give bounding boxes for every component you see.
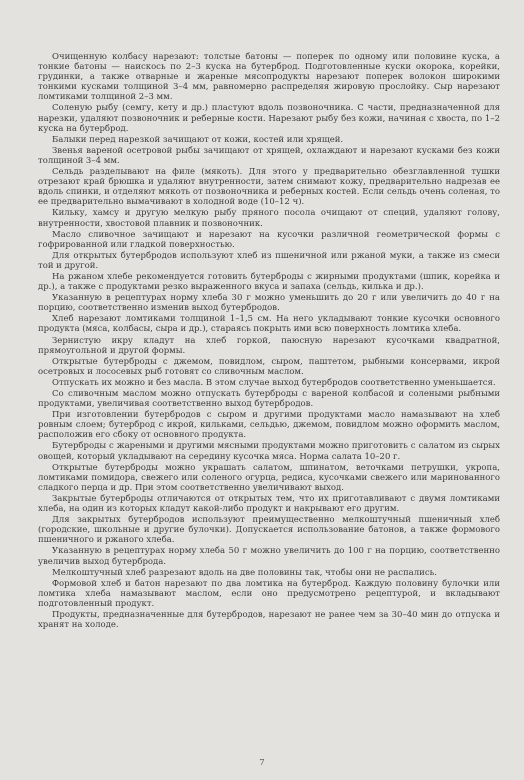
- paragraph: На ржаном хлебе рекомендуется готовить бутерброды с жирными продуктами (шпик, корейка и др.), а также с продуктами резко выраженного вкуса и запаха (сельдь, килька и др.).: [38, 271, 500, 293]
- paragraph: Звенья вареной осетровой рыбы зачищают от хрящей, охлаждают и нарезают кусками без кожи толщиной 3–4 мм.: [38, 145, 500, 166]
- paragraph: Балыки перед нарезкой зачищают от кожи, костей или хрящей.: [52, 134, 344, 145]
- paragraph: Очищенную колбасу нарезают: толстые батоны — поперек по одному или половине куска, а тонкие батоны — наискось по 2–3 куска на бутерброд. Подготовленные куски окорока, корейки, грудинки, а также отварные и жареные мясопродукты нарезают поперек волокон широкими тонкими кусками толщиной 3–4 мм, равномерно распределяя жировую прослойку. Сыр нарезают ломтиками толщиной 2–3 мм.: [38, 52, 500, 103]
- paragraph: При изготовлении бутербродов с сыром и другими продуктами масло намазывают на хлеб ровным слоем; бутерброд с икрой, кильками, сельдью, джемом, повидлом можно оформить маслом, расположив его сбоку от основного продукта.: [38, 410, 500, 441]
- paragraph: Указанную в рецептурах норму хлеба 50 г можно увеличить до 100 г на порцию, соответственно увеличив выход бутерброда.: [38, 546, 500, 567]
- paragraph: Для открытых бутербродов используют хлеб из пшеничной или ржаной муки, а также из смеси той и другой.: [38, 250, 500, 271]
- paragraph: Бутерброды с жареными и другими мясными продуктами можно приготовить с салатом из сырых овощей, который укладывают на середину кусочка мяса. Норма салата 10–20 г.: [38, 441, 500, 462]
- paragraph: Формовой хлеб и батон нарезают по два ломтика на бутерброд. Каждую половину булочки или ломтика хлеба намазывают маслом, если оно предусмотрено рецептурой, и вкладывают подготовленный продукт.: [38, 578, 500, 609]
- body-text: [38, 52, 500, 630]
- paragraph: Продукты, предназначенные для бутербродов, нарезают не ранее чем за 30–40 мин до отпуска и хранят на холоде.: [38, 609, 500, 631]
- paragraph: Масло сливочное зачищают и нарезают на кусочки различной геометрической формы с гофрированной или гладкой поверхностью.: [38, 229, 500, 250]
- paragraph: Сельдь разделывают на филе (мякоть). Для этого у предварительно обезглавленной тушки отрезают край брюшка и удаляют внутренности, затем снимают кожу, предварительно надрезав ее вдоль спинки, и отделяют мякоть от позвоночника и реберных костей. Если сельдь очень соленая, то ее предварительно вымачивают в холодной воде (10–12 ч).: [38, 167, 500, 208]
- paragraph: Открытые бутерброды можно украшать салатом, шпинатом, веточками петрушки, укропа, ломтиками помидора, свежего или соленого огурца, редиса, кусочками свежего или маринованного сладкого перца и др. При этом соответственно увеличивают выход.: [38, 462, 500, 493]
- paragraph: Зернистую икру кладут на хлеб горкой, паюсную нарезают кусочками квадратной, прямоугольной и другой формы.: [38, 335, 500, 356]
- paragraph: Для закрытых бутербродов используют преимущественно мелкоштучный пшеничный хлеб (городские, школьные и другие булочки). Допускается использование батонов, а также формового пшеничного и ржаного хлеба.: [38, 515, 500, 546]
- paragraph: Открытые бутерброды с джемом, повидлом, сыром, паштетом, рыбными консервами, икрой осетровых и лососевых рыб готовят со сливочным маслом.: [38, 356, 500, 377]
- page-number: 7: [259, 758, 265, 768]
- paragraph: Хлеб нарезают ломтиками толщиной 1–1,5 см. На него укладывают тонкие кусочки основного продукта (мяса, колбасы, сыра и др.), стараясь покрыть ими всю поверхность ломтика хлеба.: [38, 314, 500, 335]
- paragraph: Мелкоштучный хлеб разрезают вдоль на две половины так, чтобы они не распались.: [52, 567, 437, 578]
- paragraph: Соленую рыбу (семгу, кету и др.) пластуют вдоль позвоночника. С части, предназначенной для нарезки, удаляют позвоночник и реберные кости. Нарезают рыбу без кожи, начиная с хвоста, по 1–2 куска на бутерброд.: [38, 103, 500, 134]
- paragraph: Со сливочным маслом можно отпускать бутерброды с вареной колбасой и солеными рыбными продуктами, увеличивая соответственно выход бутербродов.: [38, 389, 500, 410]
- paragraph: Указанную в рецептурах норму хлеба 30 г можно уменьшить до 20 г или увеличить до 40 г на порцию, соответственно изменив выход бутербродов.: [38, 293, 500, 314]
- paragraph: Отпускать их можно и без масла. В этом случае выход бутербродов соответственно уменьшается.: [52, 377, 496, 388]
- paragraph: Кильку, хамсу и другую мелкую рыбу пряного посола очищают от специй, удаляют голову, внутренности, хвостовой плавник и позвоночник.: [38, 208, 500, 229]
- paragraph: Закрытые бутерброды отличаются от открытых тем, что их приготавливают с двумя ломтиками хлеба, на один из которых кладут какой-либо продукт и накрывают его другим.: [38, 493, 500, 515]
